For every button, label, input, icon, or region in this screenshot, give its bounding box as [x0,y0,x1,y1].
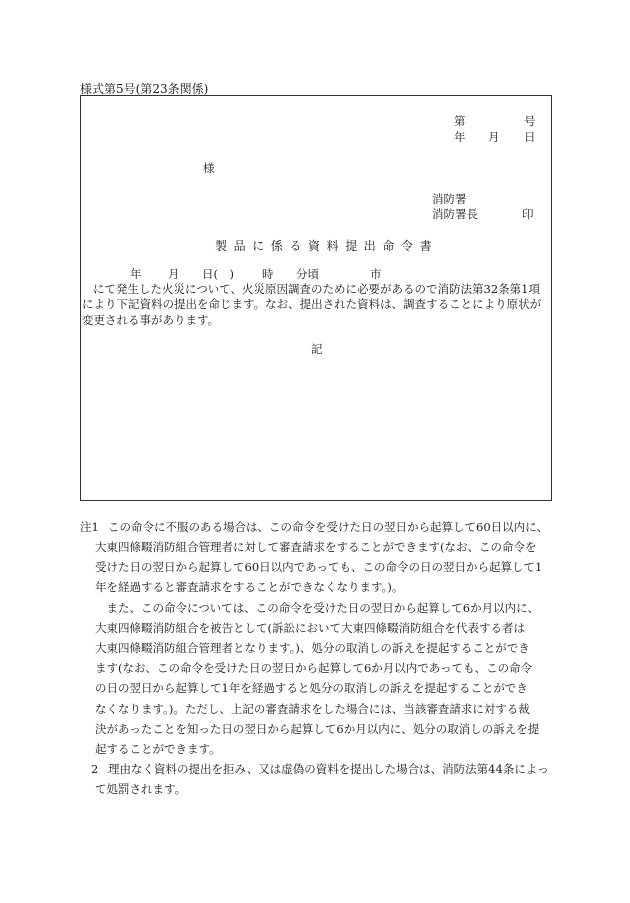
number-suffix: 号 [524,114,536,128]
note1-text [108,517,548,537]
note1-line: 決があったことを知った日の翌日から起算して6か月以内に、処分の取消しの訴えを提 [95,721,540,736]
note1-line: なくなります。)。ただし、上記の審査請求をした場合には、当該審査請求に対する裁 [95,701,530,716]
issuer-chief: 消防署長 [432,207,478,221]
fire-day: 日( ) [202,267,234,281]
note1-line: の日の翌日から起算して1年を経過すると処分の取消しの訴えを提起することができ [95,681,528,696]
note2-line: て処罰されます。 [95,782,187,796]
date-month: 月 [488,130,500,144]
note2-text [108,759,549,779]
fire-city: 市 [370,267,382,281]
note1-line: 大東四條畷消防組合管理者となります。)、処分の取消しの訴えを提起することができ [95,641,530,656]
note1-continuation [95,537,542,759]
note1-line: 大東四條畷消防組合を被告として(訴訟において大東四條畷消防組合を代表する者は [95,620,525,635]
fire-hour: 時 [262,267,274,281]
fire-month: 月 [168,267,180,281]
note1-line: この命令に不服のある場合は、この命令を受けた日の翌日から起算して60日以内に、 [108,520,549,534]
fire-minute: 分頃 [296,267,319,281]
note1-marker: 注1 [80,520,99,534]
note1-line: 受けた日の翌日から起算して60日以内であっても、この命令の日の翌日から起算して1 [95,560,543,575]
note1-line: ます(なお、この命令を受けた日の翌日から起算して6か月以内であっても、この命令 [95,661,533,676]
issuer-office: 消防署 [432,192,467,206]
body-line-1: にて発生した火災について、火災原因調査のために必要があるので消防法第32条第1項 [93,282,540,296]
note1-line: また、この命令については、この命令を受けた日の翌日から起算して6か月以内に、 [95,600,540,615]
date-day: 日 [524,130,536,144]
fire-year: 年 [130,267,142,281]
date-year: 年 [454,130,466,144]
note2-line: 理由なく資料の提出を拒み、又は虚偽の資料を提出した場合は、消防法第44条によっ [108,762,549,776]
seal-mark: 印 [522,207,534,221]
note1-line: 年を経過すると審査請求をすることができなくなります。)。 [95,580,404,595]
note1-line: 起することができます。 [95,742,221,757]
record-label: 記 [311,342,323,356]
note2-marker: 2 [91,762,99,776]
form-number-label: 様式第5号(第23条関係) [80,82,209,96]
document-title: 製品に係る資料提出命令書 [215,239,439,253]
body-line-2: により下記資料の提出を命じます。なお、提出された資料は、調査することにより原状が [82,297,542,311]
body-line-3: 変更される事があります。 [82,313,220,327]
note1-line: 大東四條畷消防組合管理者に対して審査請求をすることができます(なお、この命令を [95,540,537,554]
addressee-suffix: 様 [203,161,215,175]
number-prefix: 第 [454,114,466,128]
note2-continuation [95,779,186,799]
